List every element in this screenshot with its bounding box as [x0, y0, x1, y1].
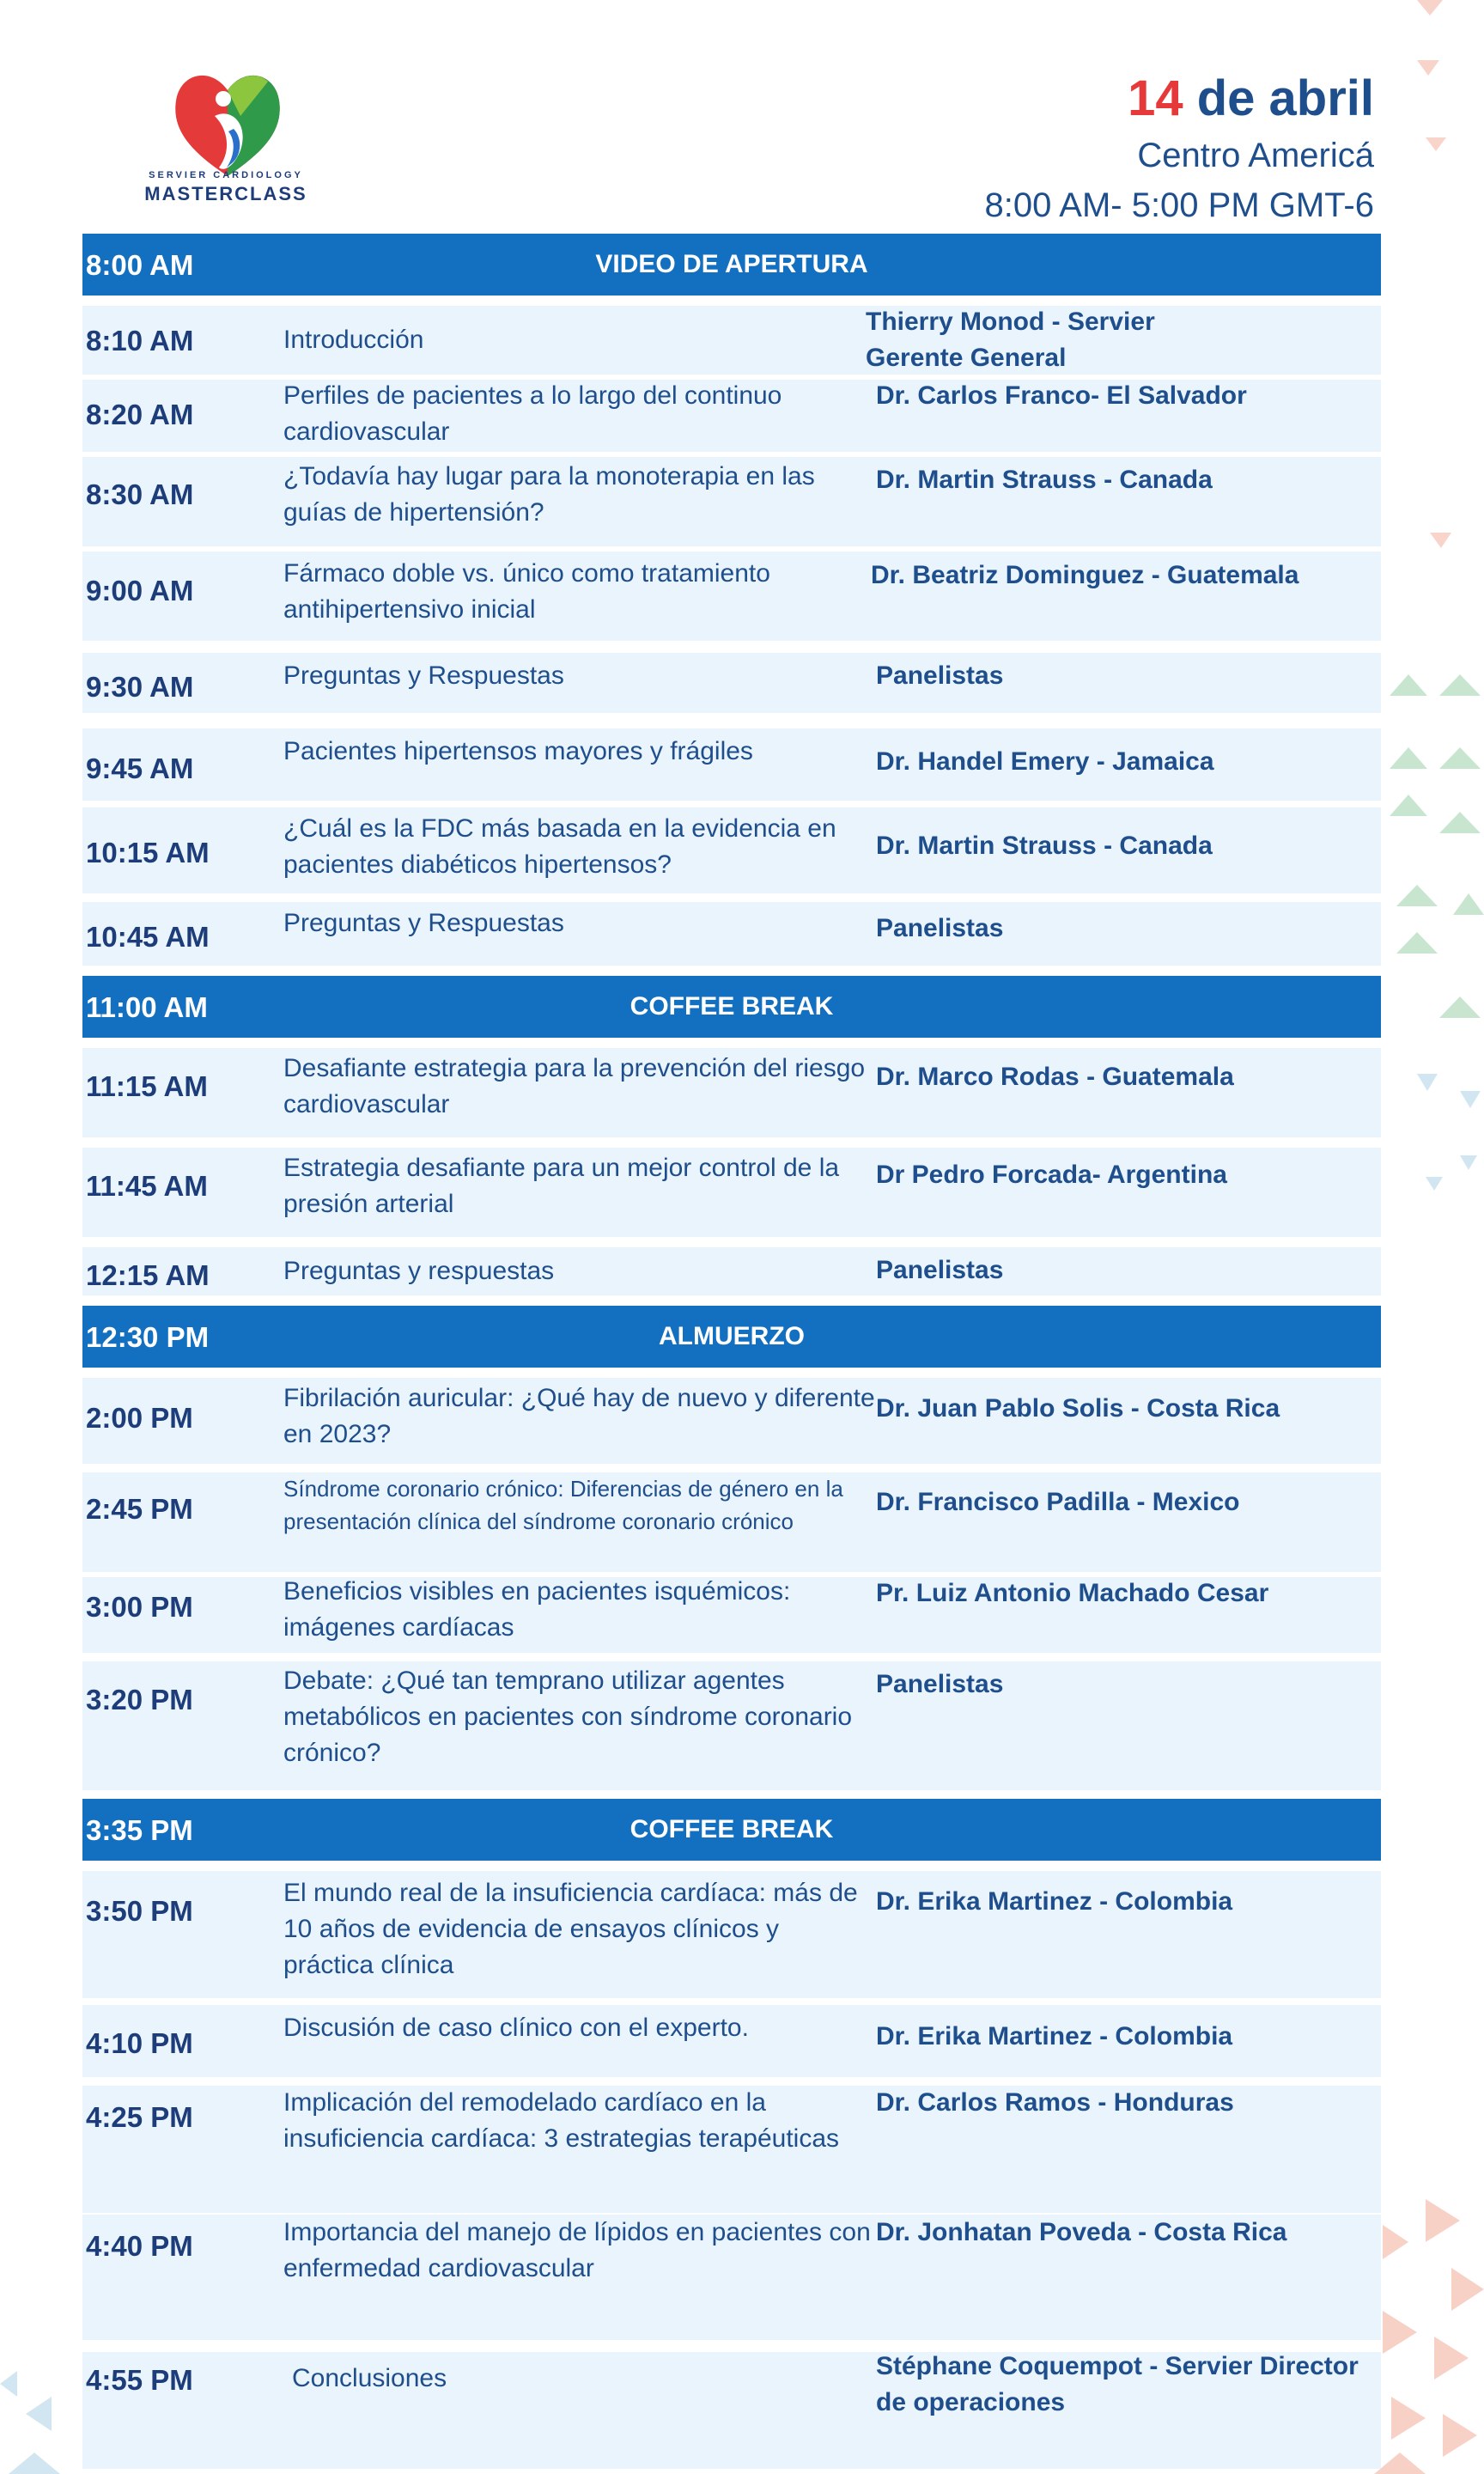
agenda-row — [82, 902, 1381, 966]
agenda-time: 4:55 PM — [86, 2364, 193, 2396]
agenda-section-row — [82, 1306, 1381, 1368]
agenda-topic: Estrategia desafiante para un mejor control de la presión arterial — [283, 1154, 840, 1218]
agenda-time: 2:00 PM — [86, 1402, 193, 1434]
agenda-topic: ¿Cuál es la FDC más basada en la evidencia en pacientes diabéticos hipertensos? — [283, 814, 836, 879]
logo-subtitle: SERVIER CARDIOLOGY — [149, 170, 303, 180]
agenda-speaker: Panelistas — [876, 1256, 1004, 1284]
agenda-time: 3:20 PM — [86, 1684, 193, 1715]
agenda-section-title: COFFEE BREAK — [629, 992, 834, 1021]
agenda-time: 10:45 AM — [86, 921, 210, 953]
agenda-speaker: Dr. Martin Strauss - Canada — [876, 466, 1213, 494]
agenda-speaker: Dr. Jonhatan Poveda - Costa Rica — [876, 2218, 1287, 2246]
agenda-topic: Debate: ¿Qué tan temprano utilizar agentes metabólicos en pacientes con síndrome coronario crónico? — [283, 1667, 853, 1767]
agenda-row — [82, 807, 1381, 893]
agenda-time: 10:15 AM — [86, 837, 210, 868]
agenda-section-title: ALMUERZO — [659, 1322, 805, 1350]
agenda-speaker: Dr. Francisco Padilla - Mexico — [876, 1488, 1240, 1516]
agenda-time: 2:45 PM — [86, 1493, 193, 1525]
agenda-topic: Síndrome coronario crónico: Diferencias de género en la presentación clínica del síndrome coronario crónico — [283, 1476, 843, 1534]
agenda-speaker: Dr. Juan Pablo Solis - Costa Rica — [876, 1394, 1280, 1423]
agenda-section-title: COFFEE BREAK — [629, 1815, 834, 1843]
agenda-topic: Discusión de caso clínico con el experto. — [283, 2014, 749, 2042]
agenda-topic: Preguntas y Respuestas — [283, 661, 564, 690]
agenda-time: 9:00 AM — [86, 575, 194, 606]
agenda-speaker: Dr. Erika Martinez - Colombia — [876, 1887, 1233, 1916]
agenda-speaker: Dr. Carlos Franco- El Salvador — [876, 381, 1247, 410]
event-region: Centro Americá — [1137, 137, 1374, 174]
agenda-topic: Fibrilación auricular: ¿Qué hay de nuevo y diferente en 2023? — [283, 1384, 875, 1448]
agenda-time: 8:20 AM — [86, 399, 194, 430]
agenda-time: 8:00 AM — [86, 249, 194, 281]
agenda-topic: Conclusiones — [292, 2364, 447, 2392]
agenda-topic: Desafiante estrategia para la prevención del riesgo cardiovascular — [283, 1054, 866, 1118]
agenda-time: 11:15 AM — [86, 1070, 208, 1102]
agenda-time: 3:50 PM — [86, 1895, 193, 1927]
agenda-speaker: Dr. Erika Martinez - Colombia — [876, 2022, 1233, 2050]
agenda-row — [82, 2352, 1381, 2469]
agenda-speaker: Panelistas — [876, 914, 1004, 942]
event-date-month: de abril — [1183, 70, 1374, 126]
agenda-row — [82, 1048, 1381, 1137]
agenda-topic: Fármaco doble vs. único como tratamiento antihipertensivo inicial — [283, 559, 770, 624]
agenda-speaker: Panelistas — [876, 1670, 1004, 1698]
agenda-row — [82, 551, 1381, 641]
agenda-section-title: VIDEO DE APERTURA — [595, 250, 868, 278]
agenda-time: 12:15 AM — [86, 1259, 210, 1291]
agenda-speaker: Dr. Handel Emery - Jamaica — [876, 747, 1214, 776]
agenda-row — [82, 728, 1381, 801]
agenda-time: 4:10 PM — [86, 2027, 193, 2059]
agenda-speaker: Pr. Luiz Antonio Machado Cesar — [876, 1579, 1269, 1607]
agenda-section-row — [82, 976, 1381, 1038]
agenda-row — [82, 1378, 1381, 1464]
agenda-section-row — [82, 234, 1381, 296]
agenda-row — [82, 1472, 1381, 1572]
agenda-row — [82, 1871, 1381, 1998]
agenda-row — [82, 2005, 1381, 2077]
agenda-topic: El mundo real de la insuficiencia cardíaca: más de 10 años de evidencia de ensayos clínicos y práctica clínica — [283, 1879, 858, 1979]
agenda-section-row — [82, 1799, 1381, 1861]
agenda-time: 11:45 AM — [86, 1170, 208, 1202]
agenda-row — [82, 653, 1381, 713]
agenda-speaker: Dr Pedro Forcada- Argentina — [876, 1161, 1227, 1189]
agenda-time: 4:25 PM — [86, 2101, 193, 2133]
agenda-row — [82, 306, 1381, 375]
agenda-speaker: Dr. Marco Rodas - Guatemala — [876, 1063, 1234, 1091]
event-date — [985, 67, 1375, 131]
agenda-time: 11:00 AM — [86, 991, 208, 1023]
agenda-speaker: Stéphane Coquempot - Servier Director de operaciones — [876, 2352, 1359, 2416]
agenda-speaker: Panelistas — [876, 661, 1004, 690]
agenda-time: 9:30 AM — [86, 671, 194, 703]
agenda-time: 8:10 AM — [86, 325, 194, 356]
agenda-row — [82, 1577, 1381, 1653]
agenda-topic: ¿Todavía hay lugar para la monoterapia en las guías de hipertensión? — [283, 462, 815, 527]
agenda-topic: Implicación del remodelado cardíaco en la insuficiencia cardíaca: 3 estrategias terapéuticas — [283, 2088, 840, 2153]
event-header — [985, 67, 1375, 230]
agenda-time: 3:35 PM — [86, 1814, 193, 1846]
agenda-row — [82, 2086, 1381, 2213]
agenda-row — [82, 1148, 1381, 1237]
agenda-speaker: Dr. Martin Strauss - Canada — [876, 832, 1213, 860]
agenda-time: 4:40 PM — [86, 2230, 193, 2262]
agenda-topic: Perfiles de pacientes a lo largo del continuo cardiovascular — [283, 381, 782, 446]
agenda-time: 8:30 AM — [86, 478, 194, 510]
agenda-row — [82, 1661, 1381, 1790]
agenda-topic: Importancia del manejo de lípidos en pacientes con enfermedad cardiovascular — [283, 2218, 871, 2282]
agenda-topic: Pacientes hipertensos mayores y frágiles — [283, 737, 753, 765]
logo-title: MASTERCLASS — [144, 183, 307, 204]
agenda-time: 12:30 PM — [86, 1321, 210, 1353]
agenda-row — [82, 457, 1381, 546]
agenda-topic: Preguntas y Respuestas — [283, 909, 564, 937]
event-date-day: 14 — [1128, 70, 1183, 126]
agenda-speaker: Thierry Monod - Servier Gerente General — [866, 308, 1155, 372]
agenda-topic: Introducción — [283, 326, 424, 354]
agenda-speaker: Dr. Carlos Ramos - Honduras — [876, 2088, 1234, 2117]
event-time-range: 8:00 AM- 5:00 PM GMT-6 — [984, 186, 1374, 224]
agenda-topic: Beneficios visibles en pacientes isquémicos: imágenes cardíacas — [283, 1577, 791, 1642]
agenda-time: 9:45 AM — [86, 753, 194, 784]
agenda-speaker: Dr. Beatriz Dominguez - Guatemala — [871, 561, 1299, 589]
agenda-row — [82, 2215, 1381, 2340]
agenda-topic: Preguntas y respuestas — [283, 1257, 555, 1285]
agenda-time: 3:00 PM — [86, 1591, 193, 1623]
agenda-row — [82, 1247, 1381, 1295]
agenda-row — [82, 380, 1381, 452]
